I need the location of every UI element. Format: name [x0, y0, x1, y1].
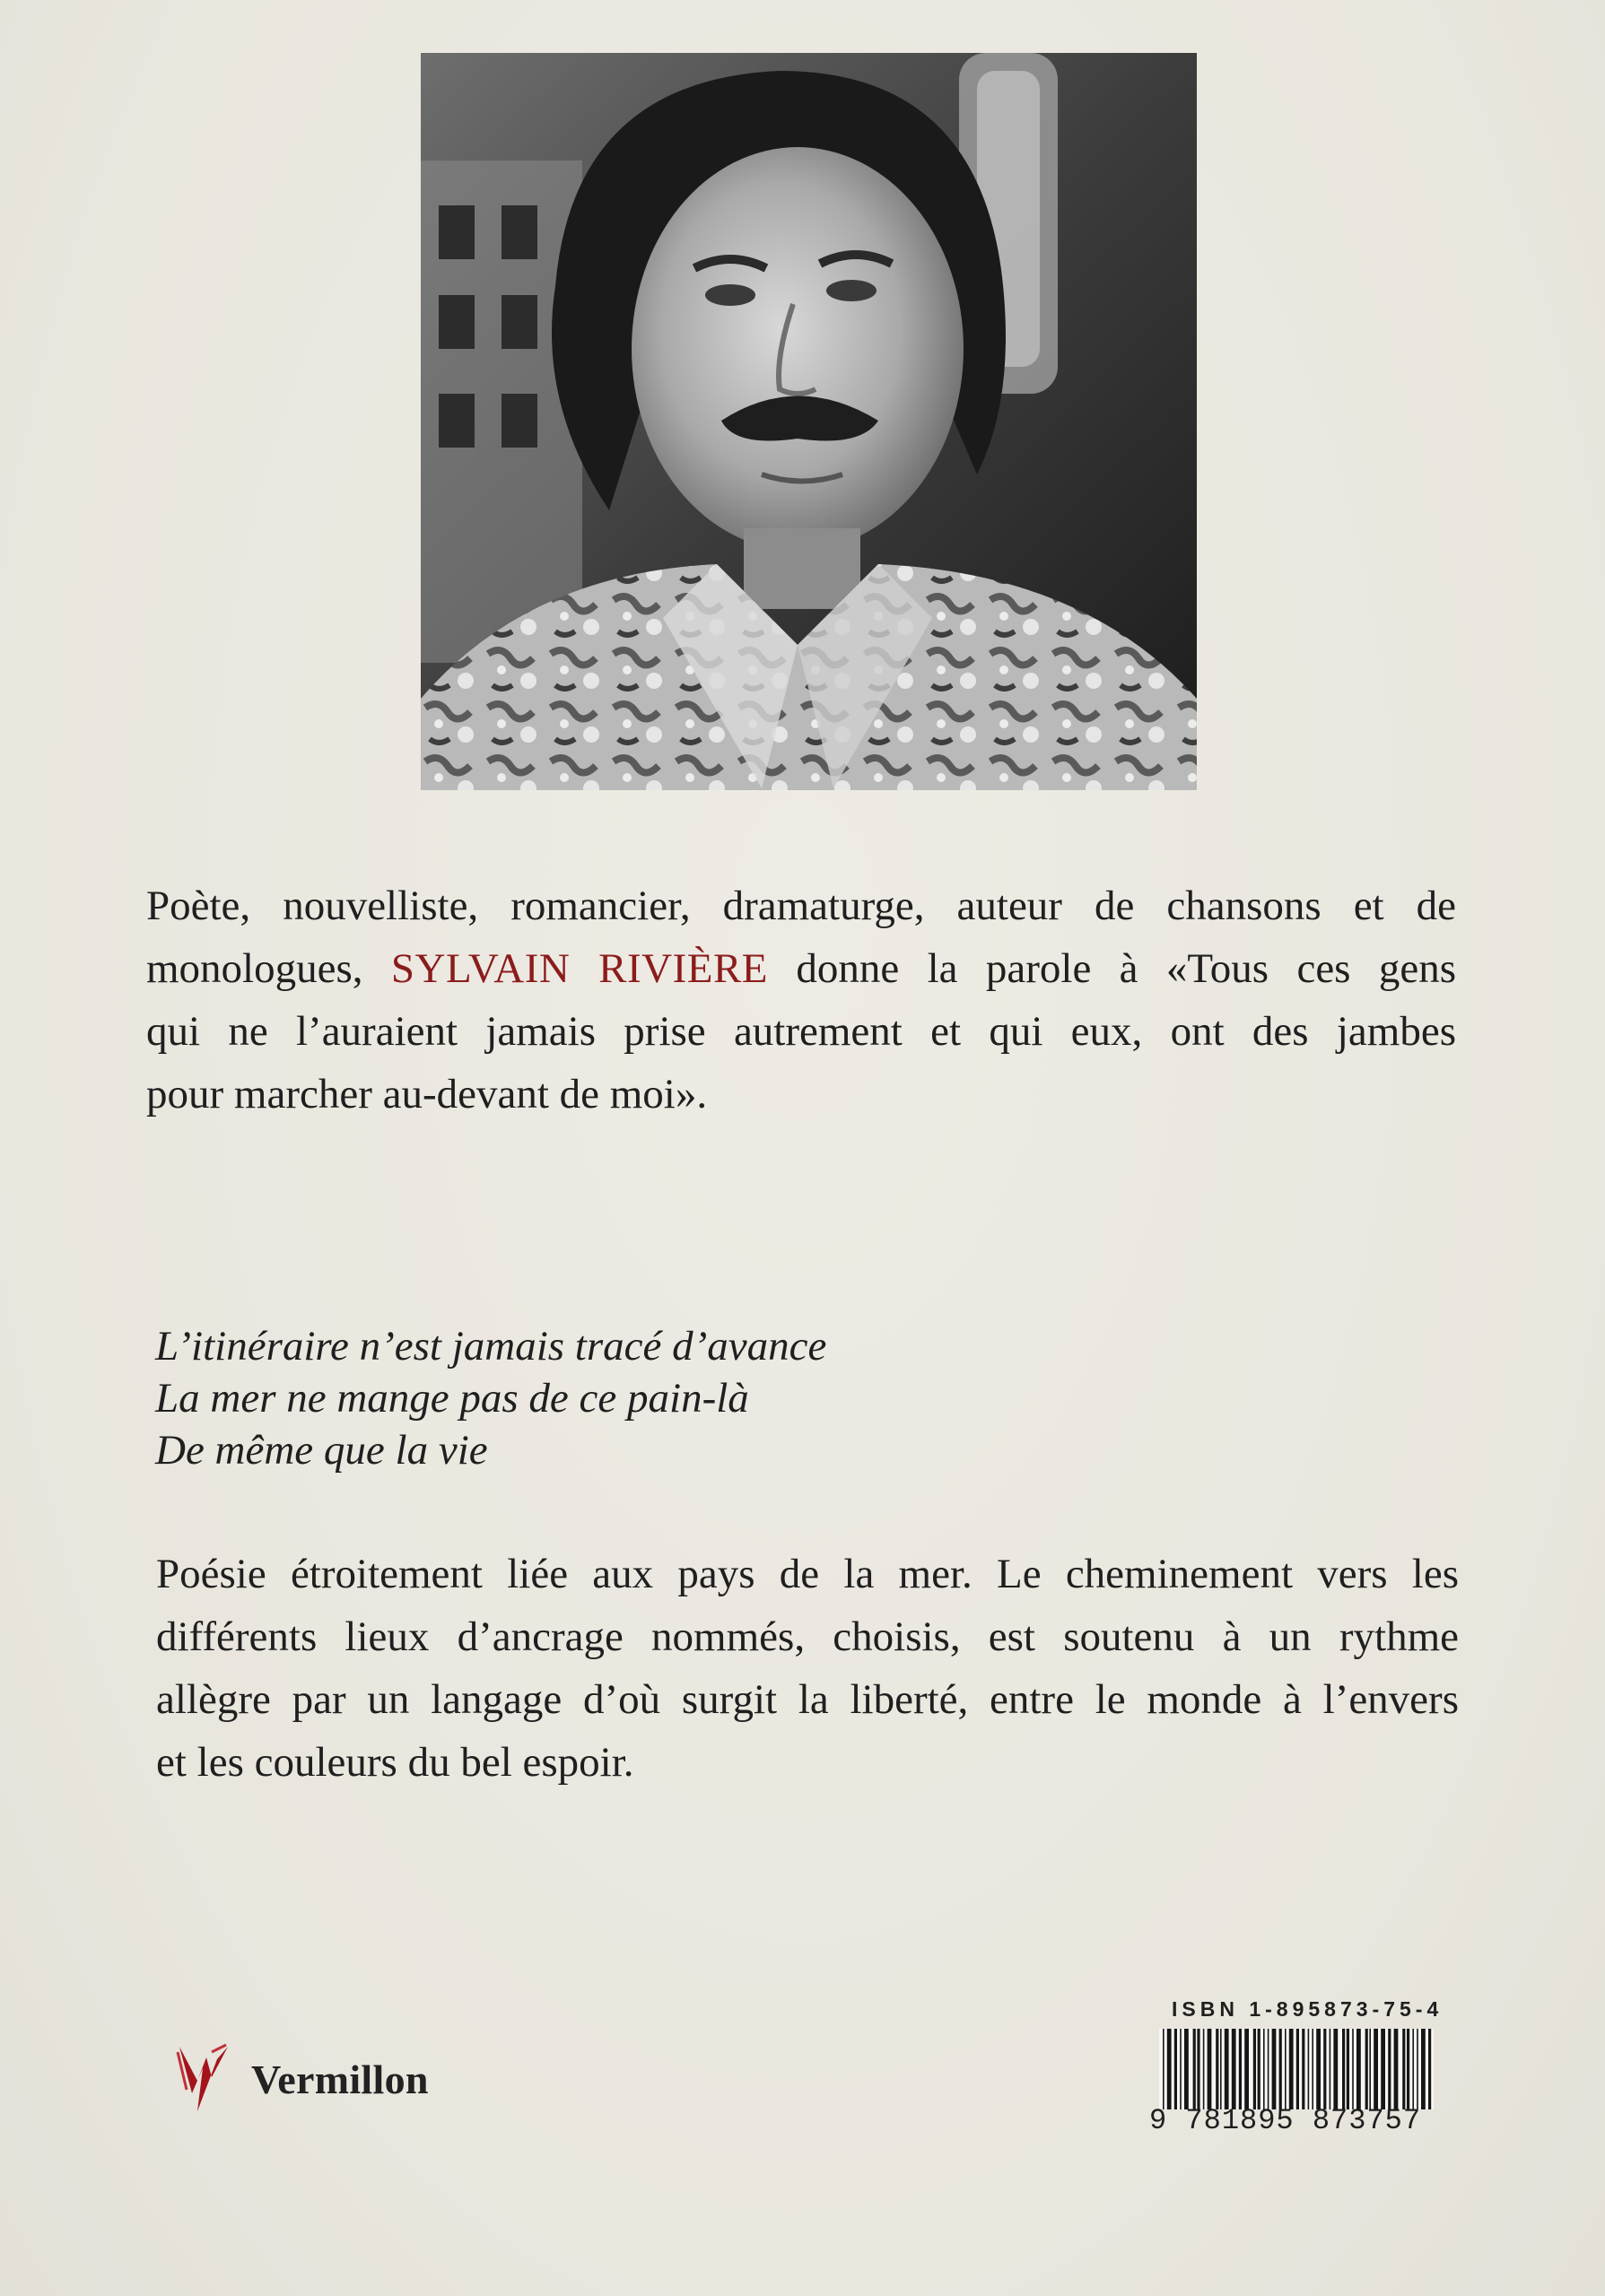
barcode-bar	[1263, 2029, 1265, 2109]
barcode-bar	[1330, 2029, 1331, 2109]
bio-line-1: Poète, nouvelliste, romancier, dramaturge, auteur de chansons et de	[146, 883, 1456, 929]
barcode-bar	[1412, 2029, 1414, 2109]
barcode-bar	[1333, 2029, 1338, 2109]
barcode-bars	[1159, 2029, 1434, 2109]
barcode-bar	[1388, 2029, 1391, 2109]
barcode-bar	[1356, 2029, 1361, 2109]
barcode-digits: 9 781895 873757	[1149, 2104, 1422, 2137]
author-portrait-illustration	[421, 53, 1197, 790]
barcode-bar	[1232, 2029, 1236, 2109]
barcode-bar	[1374, 2029, 1378, 2109]
poem-line-1: L’itinéraire n’est jamais tracé d’avance	[155, 1323, 827, 1370]
barcode-bar	[1180, 2029, 1182, 2109]
barcode-bar	[1253, 2029, 1256, 2109]
barcode-bar	[1184, 2029, 1189, 2109]
blurb-line-1: Poésie étroitement liée aux pays de la mer. Le cheminement vers les	[156, 1551, 1459, 1597]
barcode-bar	[1352, 2029, 1354, 2109]
author-photo	[421, 53, 1197, 790]
blurb-paragraph	[156, 1543, 1459, 1794]
bio-line-2	[146, 937, 1456, 1000]
barcode-bar	[1225, 2029, 1229, 2109]
barcode-bar	[1163, 2029, 1164, 2109]
bio-line-4: pour marcher au-devant de moi».	[146, 1071, 708, 1118]
bio-line-3: qui ne l’auraient jamais prise autrement et qui eux, ont des jambes	[146, 1008, 1456, 1055]
barcode-bar	[1268, 2029, 1269, 2109]
isbn-label: ISBN 1-895873-75-4	[1172, 1997, 1444, 2021]
barcode	[1159, 2029, 1434, 2109]
barcode-bar	[1279, 2029, 1282, 2109]
barcode-bar	[1302, 2029, 1304, 2109]
barcode-bar	[1216, 2029, 1218, 2109]
barcode-bar	[1167, 2029, 1172, 2109]
barcode-bar	[1244, 2029, 1249, 2109]
barcode-bar	[1197, 2029, 1199, 2109]
publisher-name: Vermillon	[251, 2056, 429, 2102]
vermillon-logo-icon	[176, 2041, 231, 2117]
poem-excerpt	[155, 1320, 826, 1476]
bio-paragraph	[146, 874, 1456, 1126]
barcode-bar	[1421, 2029, 1426, 2109]
blurb-line-3: allègre par un langage d’où surgit la liberté, entre le monde à l’envers	[156, 1676, 1459, 1723]
barcode-bar	[1417, 2029, 1418, 2109]
barcode-bar	[1308, 2029, 1310, 2109]
bio-line-2-prefix: monologues,	[146, 945, 363, 992]
barcode-bar	[1428, 2029, 1431, 2109]
poem-line-2: La mer ne mange pas de ce pain-là	[155, 1375, 749, 1422]
blurb-line-4: et les couleurs du bel espoir.	[156, 1739, 634, 1786]
poem-line-3: De même que la vie	[155, 1427, 488, 1474]
barcode-bar	[1323, 2029, 1326, 2109]
barcode-bar	[1316, 2029, 1321, 2109]
bio-line-2-rest: donne la parole à «Tous ces gens	[796, 945, 1456, 992]
barcode-bar	[1193, 2029, 1196, 2109]
publisher-logo	[176, 2041, 429, 2117]
barcode-bar	[1312, 2029, 1313, 2109]
barcode-bar	[1208, 2029, 1212, 2109]
author-name: SYLVAIN RIVIÈRE	[390, 945, 769, 992]
barcode-bar	[1369, 2029, 1371, 2109]
barcode-bar	[1174, 2029, 1177, 2109]
barcode-bar	[1296, 2029, 1299, 2109]
barcode-bar	[1220, 2029, 1222, 2109]
barcode-bar	[1239, 2029, 1242, 2109]
barcode-bar	[1381, 2029, 1385, 2109]
barcode-bar	[1289, 2029, 1294, 2109]
barcode-bar	[1203, 2029, 1205, 2109]
barcode-bar	[1342, 2029, 1345, 2109]
barcode-bar	[1258, 2029, 1260, 2109]
barcode-bar	[1394, 2029, 1399, 2109]
barcode-bar	[1272, 2029, 1277, 2109]
barcode-bar	[1365, 2029, 1368, 2109]
barcode-bar	[1347, 2029, 1349, 2109]
barcode-bar	[1407, 2029, 1409, 2109]
blurb-line-2: différents lieux d’ancrage nommés, choisis, est soutenu à un rythme	[156, 1613, 1459, 1660]
barcode-bar	[1402, 2029, 1405, 2109]
barcode-bar	[1285, 2029, 1287, 2109]
